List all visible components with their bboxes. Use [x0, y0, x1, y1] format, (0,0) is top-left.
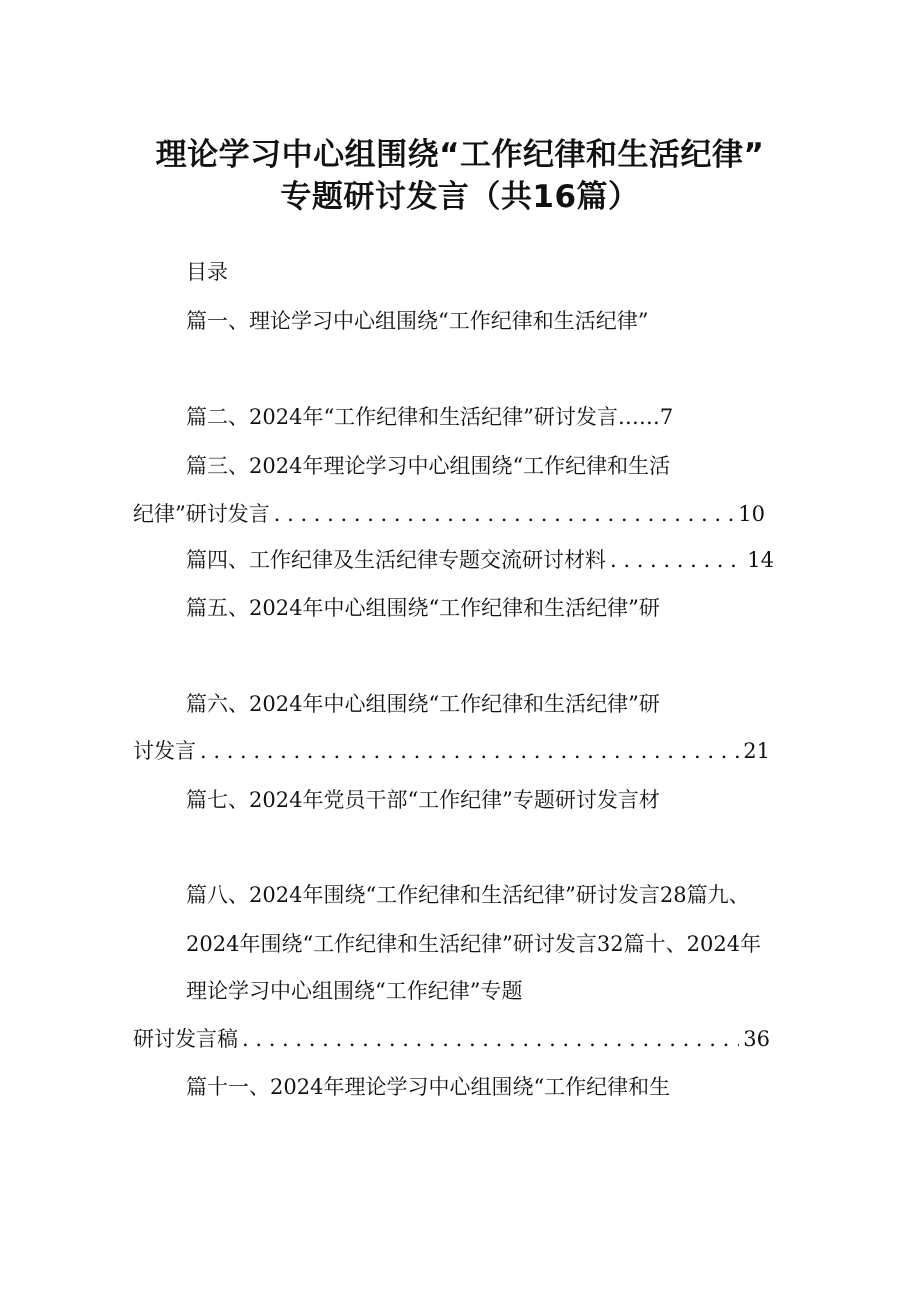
- dot-leader: [610, 545, 743, 575]
- toc-heading: 目录: [186, 260, 228, 284]
- toc-entry-6-continuation-text: 讨发言: [133, 739, 196, 763]
- toc-entry-10-continuation-text: 研讨发言稿: [133, 1027, 238, 1051]
- toc-entry-6-page: 21: [743, 739, 770, 763]
- toc-entry-3-continuation: [133, 499, 765, 529]
- toc-entry-4: [186, 545, 774, 575]
- toc-entry-2: 篇二、2024年“工作纪律和生活纪律”研讨发言……7: [186, 405, 674, 429]
- toc-entry-1: 篇一、理论学习中心组围绕“工作纪律和生活纪律”: [186, 309, 649, 333]
- toc-entry-3: 篇三、2024年理论学习中心组围绕“工作纪律和生活: [186, 454, 671, 478]
- toc-entry-4-text: 篇四、工作纪律及生活纪律专题交流研讨材料: [186, 548, 606, 572]
- toc-entry-7: 篇七、2024年党员干部“工作纪律”专题研讨发言材: [186, 788, 660, 812]
- toc-entry-10: 理论学习中心组围绕“工作纪律”专题: [186, 979, 523, 1003]
- toc-entry-5: 篇五、2024年中心组围绕“工作纪律和生活纪律”研: [186, 596, 660, 620]
- dot-leader: [200, 736, 739, 766]
- toc-entry-10-continuation: [133, 1024, 770, 1054]
- toc-entry-3-page: 10: [738, 502, 765, 526]
- toc-entry-3-continuation-text: 纪律”研讨发言: [133, 502, 270, 526]
- toc-entry-10-page: 36: [743, 1027, 770, 1051]
- toc-entry-8: 篇八、2024年围绕“工作纪律和生活纪律”研讨发言28篇九、: [186, 883, 750, 907]
- toc-entry-4-page: 14: [747, 548, 774, 572]
- dot-leader: [274, 499, 735, 529]
- toc-entry-9: 2024年围绕“工作纪律和生活纪律”研讨发言32篇十、2024年: [186, 932, 762, 956]
- document-title-line-1: 理论学习中心组围绕“工作纪律和生活纪律”: [155, 137, 765, 173]
- toc-entry-6: 篇六、2024年中心组围绕“工作纪律和生活纪律”研: [186, 692, 660, 716]
- document-title-line-2: 专题研讨发言（共16篇）: [280, 179, 640, 215]
- toc-entry-11: 篇十一、2024年理论学习中心组围绕“工作纪律和生: [186, 1075, 671, 1099]
- toc-entry-6-continuation: [133, 736, 770, 766]
- dot-leader: [242, 1024, 739, 1054]
